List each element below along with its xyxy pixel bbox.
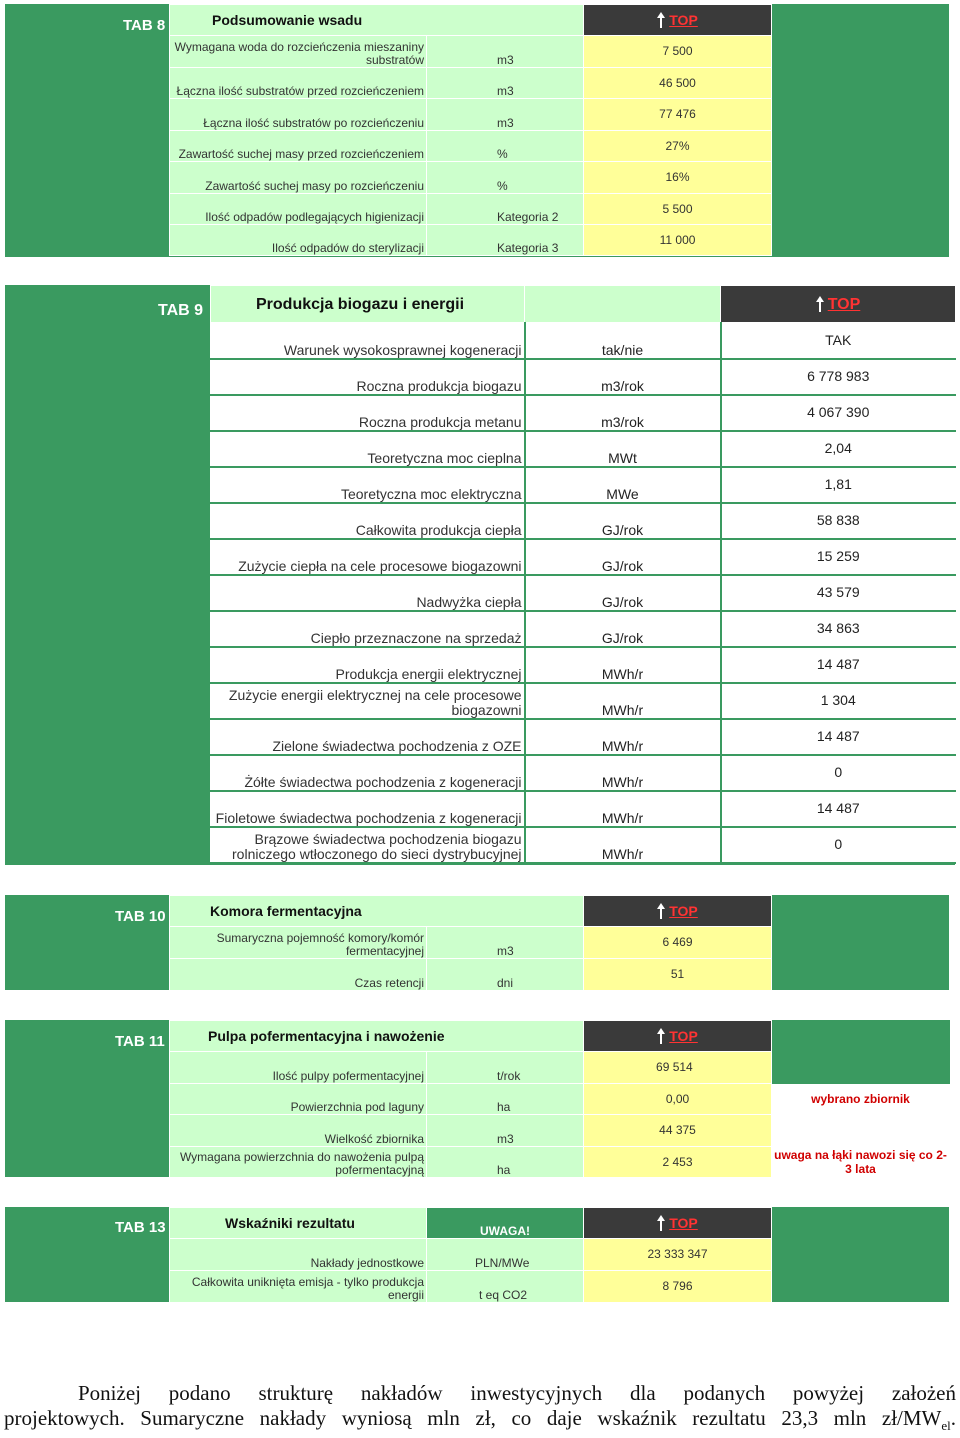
table-row — [170, 36, 772, 68]
tab13-table — [169, 1207, 772, 1303]
row-unit: GJ/rok — [525, 611, 721, 647]
tab8-table — [169, 4, 772, 256]
row-unit: MWt — [525, 431, 721, 467]
row-label: Zużycie energii elektrycznej na cele procesowe biogazowni — [211, 683, 525, 719]
row-value[interactable]: 58 838 — [721, 503, 956, 539]
arrow-up-icon — [816, 296, 824, 312]
row-label: Ciepło przeznaczone na sprzedaż — [211, 611, 525, 647]
row-unit: m3/rok — [525, 359, 721, 395]
tab11-table — [169, 1020, 950, 1178]
tab13-top-link[interactable]: TOP — [584, 1208, 772, 1239]
row-value[interactable]: TAK — [721, 323, 956, 359]
row-unit: % — [427, 131, 584, 162]
row-unit: m3/rok — [525, 395, 721, 431]
table-row — [211, 719, 956, 755]
table-row — [170, 68, 772, 99]
row-unit: Kategoria 3 — [427, 225, 584, 256]
table-row — [170, 959, 772, 991]
row-unit: Kategoria 2 — [427, 194, 584, 225]
row-value[interactable]: 6 778 983 — [721, 359, 956, 395]
row-label: Zielone świadectwa pochodzenia z OZE — [211, 719, 525, 755]
row-unit: m3 — [427, 927, 584, 959]
row-unit: m3 — [427, 1115, 584, 1147]
row-label: Wielkość zbiornika — [170, 1115, 427, 1147]
row-note: wybrano zbiornik — [772, 1084, 950, 1115]
row-value[interactable]: 14 487 — [721, 719, 956, 755]
table-row — [211, 503, 956, 539]
tab13-number: TAB 13 — [115, 1219, 166, 1236]
table-row — [211, 467, 956, 503]
table-row — [170, 927, 772, 959]
table-row — [170, 1084, 950, 1115]
row-label: Roczna produkcja metanu — [211, 395, 525, 431]
row-unit: MWh/r — [525, 719, 721, 755]
row-value[interactable]: 27% — [584, 131, 772, 162]
row-value[interactable]: 14 487 — [721, 791, 956, 827]
row-label: Żółte świadectwa pochodzenia z kogeneracji — [211, 755, 525, 791]
tab10-table — [169, 895, 772, 991]
row-unit: m3 — [427, 36, 584, 68]
row-value[interactable]: 0,00 — [584, 1084, 772, 1115]
tab13-title: Wskaźniki rezultatu — [170, 1208, 427, 1239]
tab11-top-link[interactable]: TOP — [584, 1021, 772, 1052]
row-label: Warunek wysokosprawnej kogeneracji — [211, 323, 525, 359]
row-note: uwaga na łąki nawozi się co 2-3 lata — [772, 1147, 950, 1178]
body-paragraph — [0, 1381, 960, 1438]
row-value[interactable]: 0 — [721, 827, 956, 863]
row-unit: MWh/r — [525, 647, 721, 683]
row-unit: t eq CO2 — [427, 1271, 584, 1303]
row-label: Łączna ilość substratów przed rozcieńczeniem — [170, 68, 427, 99]
row-value[interactable]: 11 000 — [584, 225, 772, 256]
tab8-top-link[interactable]: TOP — [584, 5, 772, 36]
paragraph-line-2: projektowych. Sumaryczne nakłady wyniosą mln zł, co daje wskaźnik rezultatu 23,3 mln $zł/MW_{el}$. — [4, 1406, 956, 1434]
row-unit: GJ/rok — [525, 503, 721, 539]
row-value[interactable]: 1,81 — [721, 467, 956, 503]
row-value[interactable]: 4 067 390 — [721, 395, 956, 431]
row-value[interactable]: 2,04 — [721, 431, 956, 467]
row-value[interactable]: 46 500 — [584, 68, 772, 99]
row-label: Zawartość suchej masy przed rozcieńczeniem — [170, 131, 427, 162]
tab9-header-blank — [525, 286, 721, 323]
row-unit: PLN/MWe — [427, 1239, 584, 1271]
row-unit: dni — [427, 959, 584, 991]
table-row — [211, 827, 956, 863]
row-value[interactable]: 16% — [584, 162, 772, 194]
row-label: Całkowita produkcja ciepła — [211, 503, 525, 539]
row-unit: tak/nie — [525, 323, 721, 359]
row-unit: MWe — [525, 467, 721, 503]
row-unit: GJ/rok — [525, 539, 721, 575]
row-value[interactable]: 5 500 — [584, 194, 772, 225]
paragraph-line-1: Poniżej podano strukturę nakładów inwestycyjnych dla podanych powyżej założeń — [78, 1381, 956, 1405]
row-unit: MWh/r — [525, 791, 721, 827]
tab11-number: TAB 11 — [115, 1033, 165, 1050]
tab8-title: Podsumowanie wsadu — [170, 5, 584, 36]
row-value[interactable]: 8 796 — [584, 1271, 772, 1303]
row-value[interactable]: 34 863 — [721, 611, 956, 647]
row-label: Sumaryczna pojemność komory/komór fermentacyjnej — [170, 927, 427, 959]
row-label: Zawartość suchej masy po rozcieńczeniu — [170, 162, 427, 194]
row-unit: MWh/r — [525, 755, 721, 791]
table-row — [211, 755, 956, 791]
table-row — [170, 194, 772, 225]
table-row — [211, 647, 956, 683]
tab10-title: Komora fermentacyjna — [170, 896, 584, 927]
table-row — [170, 162, 772, 194]
row-value[interactable]: 14 487 — [721, 647, 956, 683]
tab11-title: Pulpa pofermentacyjna i nawożenie — [170, 1021, 584, 1052]
row-value[interactable]: 7 500 — [584, 36, 772, 68]
row-label: Ilość odpadów podlegających higienizacji — [170, 194, 427, 225]
arrow-up-icon — [657, 1215, 665, 1231]
row-label: Roczna produkcja biogazu — [211, 359, 525, 395]
row-label: Zużycie ciepła na cele procesowe biogazowni — [211, 539, 525, 575]
row-label: Ilość pulpy pofermentacyjnej — [170, 1052, 427, 1084]
row-note — [772, 1052, 950, 1084]
row-label: Nakłady jednostkowe — [170, 1239, 427, 1271]
tab9-table — [210, 285, 956, 864]
tab10-number: TAB 10 — [115, 908, 166, 925]
table-row — [211, 431, 956, 467]
row-value[interactable]: 2 453 — [584, 1147, 772, 1178]
row-label: Powierzchnia pod laguny — [170, 1084, 427, 1115]
row-unit: m3 — [427, 99, 584, 131]
tab9-top-link[interactable]: TOP — [721, 286, 956, 323]
arrow-up-icon — [657, 12, 665, 28]
tab9-number: TAB 9 — [158, 302, 204, 319]
table-row — [211, 575, 956, 611]
row-value[interactable]: 43 579 — [721, 575, 956, 611]
row-unit: m3 — [427, 68, 584, 99]
row-unit: MWh/r — [525, 683, 721, 719]
table-row — [170, 1239, 772, 1271]
row-label: Nadwyżka ciepła — [211, 575, 525, 611]
table-row — [170, 1271, 772, 1303]
tab9-title: Produkcja biogazu i energii — [211, 286, 525, 323]
table-row — [170, 1052, 950, 1084]
row-label: Produkcja energii elektrycznej — [211, 647, 525, 683]
row-label: Łączna ilość substratów po rozcieńczeniu — [170, 99, 427, 131]
row-unit: GJ/rok — [525, 575, 721, 611]
row-label: Brązowe świadectwa pochodzenia biogazu rolniczego wtłoczonego do sieci dystrybucyjnej — [211, 827, 525, 863]
table-row — [170, 225, 772, 256]
table-row — [170, 99, 772, 131]
table-row — [170, 1115, 950, 1147]
row-unit: % — [427, 162, 584, 194]
row-value[interactable]: 15 259 — [721, 539, 956, 575]
row-note — [772, 1115, 950, 1147]
row-value[interactable]: 77 476 — [584, 99, 772, 131]
table-row — [211, 359, 956, 395]
table-row — [211, 395, 956, 431]
tab10-top-link[interactable]: TOP — [584, 896, 772, 927]
row-unit: ha — [427, 1084, 584, 1115]
row-label: Teoretyczna moc elektryczna — [211, 467, 525, 503]
table-row — [211, 683, 956, 719]
row-value[interactable]: 51 — [584, 959, 772, 991]
table-row — [211, 539, 956, 575]
table-row — [170, 1147, 950, 1178]
tab13-warning: UWAGA! — [427, 1208, 584, 1239]
row-unit: ha — [427, 1147, 584, 1178]
row-value[interactable]: 1 304 — [721, 683, 956, 719]
row-value[interactable]: 69 514 — [584, 1052, 772, 1084]
arrow-up-icon — [657, 903, 665, 919]
row-label: Czas retencji — [170, 959, 427, 991]
table-row — [170, 131, 772, 162]
row-value[interactable]: 0 — [721, 755, 956, 791]
tab8-number: TAB 8 — [123, 17, 166, 34]
row-value[interactable]: 44 375 — [584, 1115, 772, 1147]
row-value[interactable]: 6 469 — [584, 927, 772, 959]
arrow-up-icon — [657, 1028, 665, 1044]
row-label: Całkowita uniknięta emisja - tylko produkcja energii — [170, 1271, 427, 1303]
row-label: Ilość odpadów do sterylizacji — [170, 225, 427, 256]
row-label: Wymagana powierzchnia do nawożenia pulpą pofermentacyjną — [170, 1147, 427, 1178]
row-unit: MWh/r — [525, 827, 721, 863]
row-label: Wymagana woda do rozcieńczenia mieszaniny substratów — [170, 36, 427, 68]
table-row — [211, 791, 956, 827]
row-label: Fioletowe świadectwa pochodzenia z kogeneracji — [211, 791, 525, 827]
table-row — [211, 323, 956, 359]
tab11-header-blank — [772, 1021, 950, 1052]
table-row — [211, 611, 956, 647]
row-unit: t/rok — [427, 1052, 584, 1084]
row-value[interactable]: 23 333 347 — [584, 1239, 772, 1271]
row-label: Teoretyczna moc cieplna — [211, 431, 525, 467]
